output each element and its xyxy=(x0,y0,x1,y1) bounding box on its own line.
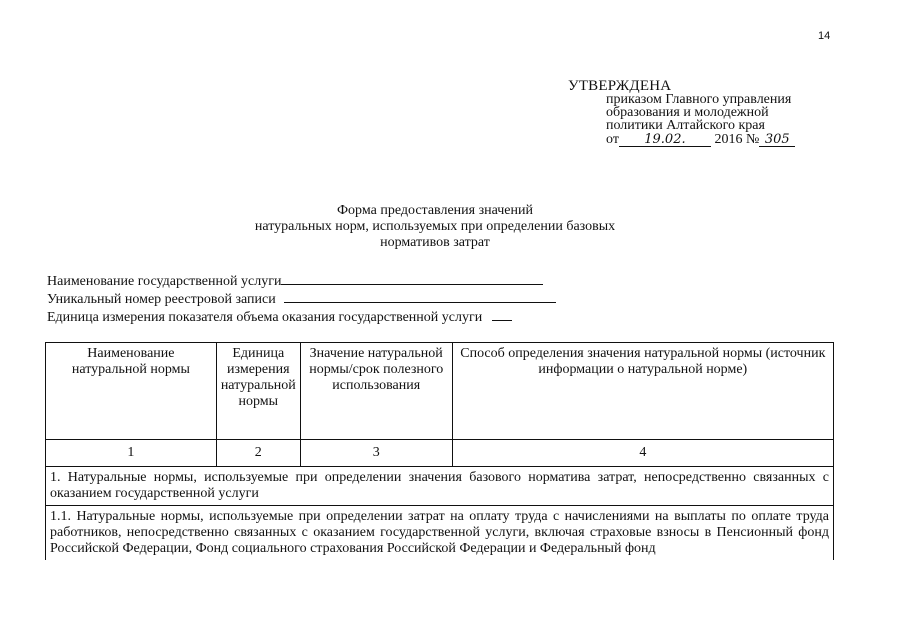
field-unit xyxy=(47,308,556,326)
field-label: Единица измерения показателя объема оказания государственной услуги xyxy=(47,310,483,325)
field-label: Наименование государственной услуги xyxy=(47,274,282,289)
table-header-row xyxy=(46,343,834,440)
header-cell: Значение натуральной нормы/срок полезного использования xyxy=(300,343,452,440)
blank-line xyxy=(284,290,556,303)
column-number: 3 xyxy=(300,440,452,467)
subsection-heading: 1.1. Натуральные нормы, используемые при определении затрат на оплату труда с начислениями на выплаты по оплате труда работников, непосредственно связанных с оказанием государственной услуги, включая страховые взносы в Пенсионный фонд Российской Федерации, Фонд социального страхования Российской Федерации и Федеральный фонд xyxy=(46,506,834,561)
handwritten-date: 19.02. xyxy=(619,134,711,147)
date-prefix: от xyxy=(606,132,619,147)
column-number: 1 xyxy=(46,440,217,467)
approval-line: приказом Главного управления xyxy=(606,92,792,107)
table-number-row xyxy=(46,440,834,467)
blank-line xyxy=(281,272,543,285)
approval-year: 2016 xyxy=(714,132,743,147)
page-number: 14 xyxy=(818,30,831,42)
approval-date-line xyxy=(568,133,795,147)
blank-line xyxy=(492,308,512,321)
norms-table xyxy=(45,342,834,560)
header-cell: Способ определения значения натуральной нормы (источник информации о натуральной норме) xyxy=(452,343,833,440)
header-cell: Наименование натуральной нормы xyxy=(46,343,217,440)
number-sign: № xyxy=(745,132,760,147)
column-number: 2 xyxy=(216,440,300,467)
field-service-name xyxy=(47,272,556,290)
section-heading: 1. Натуральные нормы, используемые при определении значения базового норматива затрат, непосредственно связанных с оказанием государственной услуги xyxy=(46,467,834,506)
approval-block xyxy=(568,80,795,147)
header-cell: Единица измерения натуральной нормы xyxy=(216,343,300,440)
title-line: нормативов затрат xyxy=(380,235,490,250)
approval-line: политики Алтайского края xyxy=(606,118,765,133)
table-row xyxy=(46,467,834,506)
handwritten-number: 305 xyxy=(759,134,795,147)
column-number: 4 xyxy=(452,440,833,467)
field-registry-number xyxy=(47,290,556,308)
title-line: Форма предоставления значений xyxy=(337,203,533,218)
form-title xyxy=(190,203,680,251)
approval-stamp: УТВЕРЖДЕНА xyxy=(568,78,672,94)
approval-line: образования и молодежной xyxy=(606,105,769,120)
form-fields xyxy=(47,272,556,326)
table-row xyxy=(46,506,834,561)
field-label: Уникальный номер реестровой записи xyxy=(47,292,276,307)
title-line: натуральных норм, используемых при определении базовых xyxy=(254,219,616,234)
